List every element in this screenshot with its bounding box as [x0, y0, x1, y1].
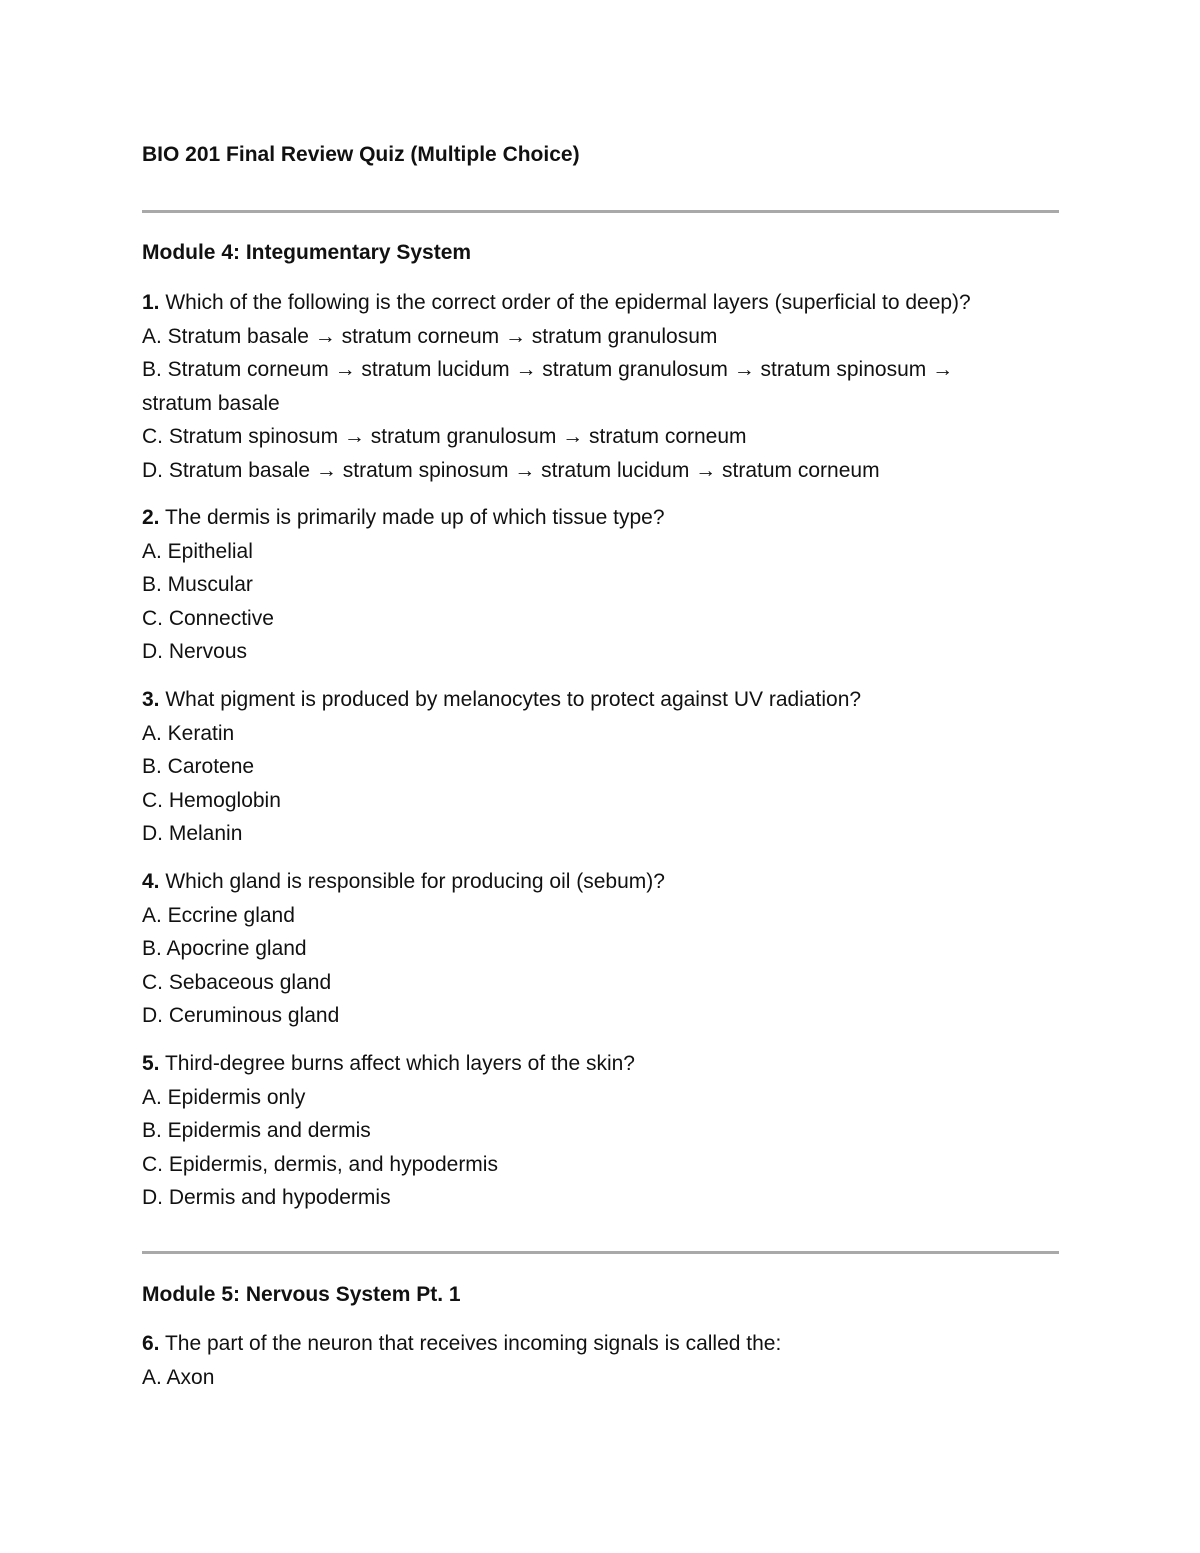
- question-number: 3.: [142, 688, 160, 711]
- question-number: 6.: [142, 1332, 160, 1355]
- answer-option: D. Ceruminous gland: [142, 1004, 340, 1027]
- question-5: [142, 1047, 1060, 1215]
- answer-option: C. Sebaceous gland: [142, 970, 332, 994]
- question-number: 1.: [142, 291, 160, 314]
- answer-option: D. Melanin: [142, 822, 243, 845]
- answer-option: B. Muscular: [142, 573, 253, 596]
- answer-option: C. Hemoglobin: [142, 788, 281, 812]
- question-text: [142, 501, 1060, 535]
- question-prompt: Which gland is responsible for producing oil (sebum)?: [159, 870, 665, 893]
- question-number: 4.: [142, 870, 160, 893]
- module-heading: Module 5: Nervous System Pt. 1: [142, 1283, 461, 1306]
- answer-option: D. Nervous: [142, 640, 248, 663]
- question-prompt: Third-degree burns affect which layers of the skin?: [159, 1052, 635, 1075]
- answer-option: A. Epidermis only: [142, 1085, 306, 1109]
- answer-option: A. Keratin: [142, 721, 235, 745]
- question-prompt: The part of the neuron that receives incoming signals is called the:: [159, 1332, 782, 1355]
- question-text: [142, 286, 1060, 320]
- document-title: BIO 201 Final Review Quiz (Multiple Choice): [142, 143, 580, 166]
- answer-option: B. Apocrine gland: [142, 937, 307, 960]
- question-prompt: What pigment is produced by melanocytes to protect against UV radiation?: [159, 688, 862, 711]
- question-number: 5.: [142, 1052, 160, 1075]
- answer-option: B. Epidermis and dermis: [142, 1119, 371, 1142]
- module-heading: Module 4: Integumentary System: [142, 241, 472, 264]
- answer-option: A. Axon: [142, 1365, 215, 1389]
- question-4: [142, 865, 1060, 1033]
- question-1: [142, 286, 1060, 487]
- section-divider: [142, 1251, 1059, 1254]
- question-prompt: The dermis is primarily made up of which tissue type?: [159, 506, 665, 529]
- answer-option: C. Epidermis, dermis, and hypodermis: [142, 1152, 498, 1176]
- question-number: 2.: [142, 506, 160, 529]
- question-text: [142, 1047, 1060, 1081]
- question-text: [142, 683, 1060, 717]
- question-6: [142, 1327, 1060, 1394]
- answer-option: A. Epithelial: [142, 539, 253, 563]
- question-text: [142, 1327, 1060, 1361]
- question-prompt: Which of the following is the correct order of the epidermal layers (superficial to deep)?: [159, 291, 971, 314]
- section-divider: [142, 210, 1059, 213]
- answer-option: B. Carotene: [142, 755, 255, 778]
- answer-option: D. Dermis and hypodermis: [142, 1186, 391, 1209]
- question-2: [142, 501, 1060, 669]
- answer-option: C. Stratum spinosum → stratum granulosum → stratum corneum: [142, 425, 747, 448]
- answer-option: A. Stratum basale → stratum corneum → stratum granulosum: [142, 324, 718, 348]
- answer-option: C. Connective: [142, 606, 274, 630]
- answer-option: A. Eccrine gland: [142, 903, 295, 927]
- question-3: [142, 683, 1060, 851]
- question-text: [142, 865, 1060, 899]
- answer-option: D. Stratum basale → stratum spinosum → stratum lucidum → stratum corneum: [142, 458, 880, 482]
- answer-option: B. Stratum corneum → stratum lucidum → stratum granulosum → stratum spinosum → stratum basale: [142, 358, 954, 415]
